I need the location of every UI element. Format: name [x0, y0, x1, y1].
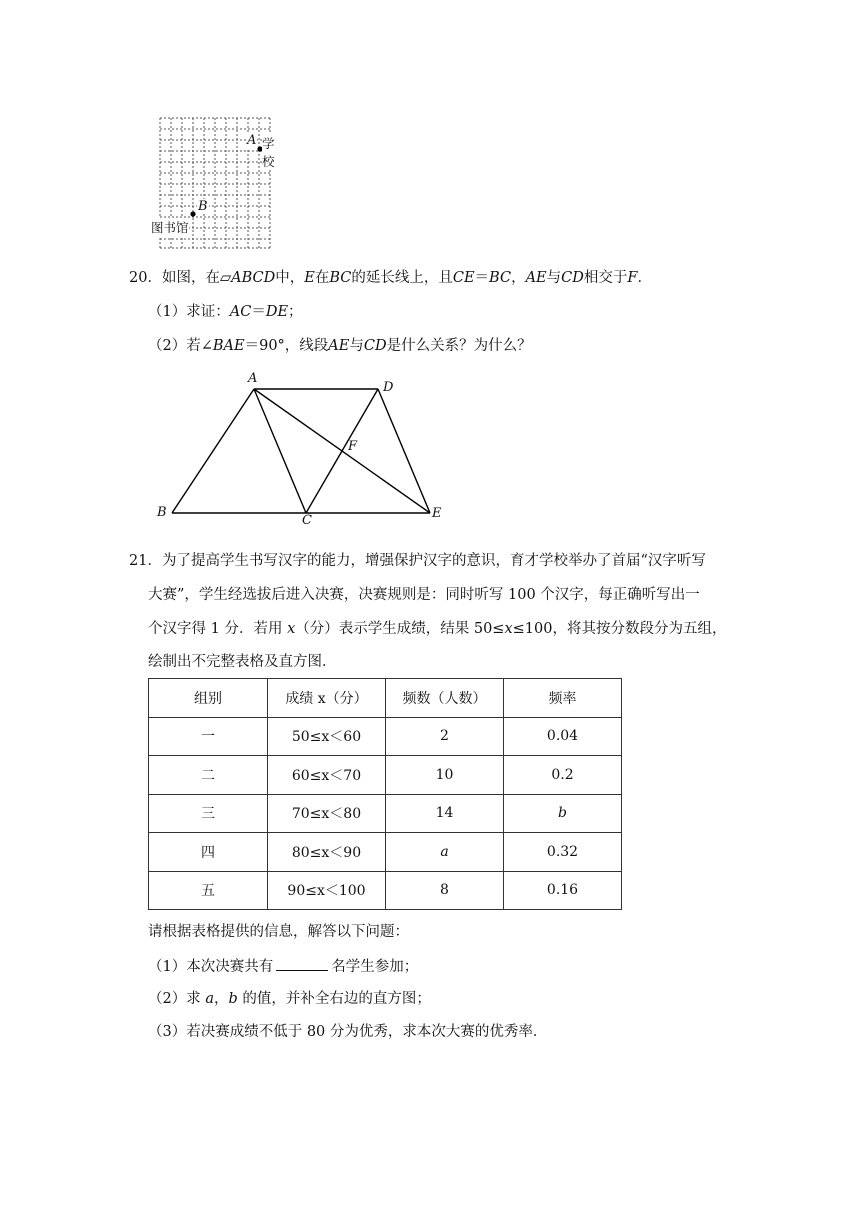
q21-stem-line4: 绘制出不完整表格及直方图． [148, 654, 337, 670]
q20-text: 与 [546, 270, 562, 286]
q20-text: ． [637, 270, 652, 286]
q20-part1 [148, 302, 303, 322]
q20-bc: BC [329, 270, 352, 286]
q20-part2-text: 与 [349, 338, 364, 354]
frequency-table [148, 678, 622, 910]
q21-stem-line1: 21．为了提高学生书写汉字的能力，增强保护汉字的意识，育才学校举办了首届“汉字听写 [129, 553, 706, 569]
q20-f: F [627, 270, 638, 286]
table-row [149, 756, 622, 795]
cell-count: 2 [386, 717, 504, 756]
q21-part1 [148, 956, 418, 977]
q20-part2-text: ＝90°，线段 [244, 338, 329, 354]
q21-part2-text: （2）求 [148, 991, 206, 1007]
label-f: F [348, 439, 358, 454]
q20-part2 [148, 336, 532, 356]
q21-part1-text: （1）本次决赛共有 [148, 959, 274, 975]
q21-text: （分）表示学生成绩，结果 50≤ [295, 621, 505, 637]
q21-stem-line2: 大赛”，学生经选拔后进入决赛，决赛规则是：同时听写 100 个汉字，每正确听写出一 [148, 587, 700, 603]
q20-text: 的延长线上，且 [351, 270, 453, 286]
library-label: 图书馆 [151, 220, 189, 235]
q21-text: ≤100，将其按分数段分为五组， [512, 621, 727, 637]
q20-text: 20．如图，在▱ [129, 270, 232, 286]
q20-de: DE [265, 304, 289, 320]
point-a-label: A [247, 133, 257, 148]
q20-ae: AE [525, 270, 547, 286]
school-label: 学校 [262, 134, 280, 170]
q20-ac: AC [229, 304, 252, 320]
q20-abcd: ABCD [231, 270, 276, 286]
q20-e: E [304, 270, 315, 286]
cell-group: 三 [149, 794, 268, 833]
cell-group: 二 [149, 756, 268, 795]
q20-part1-text: ＝ [251, 304, 266, 320]
cell-count: a [386, 833, 504, 872]
q20-ce: CE [452, 270, 475, 286]
q20-text: 在 [314, 270, 330, 286]
point-b-dot [190, 211, 195, 216]
parallelogram-figure [150, 370, 460, 530]
table-row [149, 833, 622, 872]
q21-part1-text: 名学生参加； [331, 959, 419, 975]
q20-stem [129, 268, 652, 288]
cell-group: 一 [149, 717, 268, 756]
table-header-row [149, 679, 622, 718]
label-c: C [302, 513, 312, 528]
cell-score: 70≤x＜80 [268, 794, 386, 833]
cell-rate: 0.16 [504, 871, 622, 910]
q20-text: 相交于 [583, 270, 628, 286]
table-row [149, 794, 622, 833]
label-b: B [157, 505, 167, 520]
cell-rate: 0.32 [504, 833, 622, 872]
q21-a: a [205, 991, 214, 1007]
q21-part3: （3）若决赛成绩不低于 80 分为优秀，求本次大赛的优秀率． [148, 1024, 548, 1040]
cell-score: 90≤x＜100 [268, 871, 386, 910]
cell-group: 五 [149, 871, 268, 910]
label-a: A [248, 371, 258, 386]
q20-cd: CD [561, 270, 584, 286]
cell-rate: 0.2 [504, 756, 622, 795]
q20-bae: BAE [212, 338, 245, 354]
cell-count: 14 [386, 794, 504, 833]
q20-bc: BC [489, 270, 512, 286]
q20-part2-text: 是什么关系？为什么？ [386, 338, 532, 354]
header-group: 组别 [149, 679, 268, 718]
segment-ab [172, 389, 254, 513]
cell-rate: 0.04 [504, 717, 622, 756]
q21-part2 [148, 989, 431, 1009]
label-e: E [432, 506, 442, 521]
cell-score: 60≤x＜70 [268, 756, 386, 795]
label-d: D [383, 380, 394, 395]
q20-ae: AE [328, 338, 350, 354]
cell-rate: b [504, 794, 622, 833]
table-row [149, 871, 622, 910]
q21-prompt: 请根据表格提供的信息，解答以下问题： [148, 924, 409, 940]
q20-text: ， [511, 270, 526, 286]
grid-figure [150, 114, 280, 254]
answer-blank[interactable] [276, 956, 328, 971]
q21-x: x [287, 621, 296, 637]
q20-text: 中， [275, 270, 305, 286]
parallelogram-svg [150, 370, 460, 530]
q21-text: 个汉字得 1 分．若用 [148, 621, 288, 637]
q20-part1-text: （1）求证： [148, 304, 230, 320]
q20-cd: CD [363, 338, 387, 354]
header-rate: 频率 [504, 679, 622, 718]
cell-count: 8 [386, 871, 504, 910]
cell-score: 50≤x＜60 [268, 717, 386, 756]
table-row [149, 717, 622, 756]
q20-part1-text: ； [288, 304, 303, 320]
q20-text: ＝ [474, 270, 490, 286]
q21-b: b [228, 991, 238, 1007]
q21-part2-text: ， [214, 991, 229, 1007]
header-frequency: 频数（人数） [386, 679, 504, 718]
cell-score: 80≤x＜90 [268, 833, 386, 872]
q21-x: x [504, 621, 513, 637]
q21-stem-line3 [148, 619, 726, 639]
q21-part2-text: 的值，并补全右边的直方图； [237, 991, 431, 1007]
point-b-label: B [198, 199, 208, 214]
q20-part2-text: （2）若∠ [148, 338, 213, 354]
cell-count: 10 [386, 756, 504, 795]
header-score: 成绩 x（分） [268, 679, 386, 718]
cell-group: 四 [149, 833, 268, 872]
